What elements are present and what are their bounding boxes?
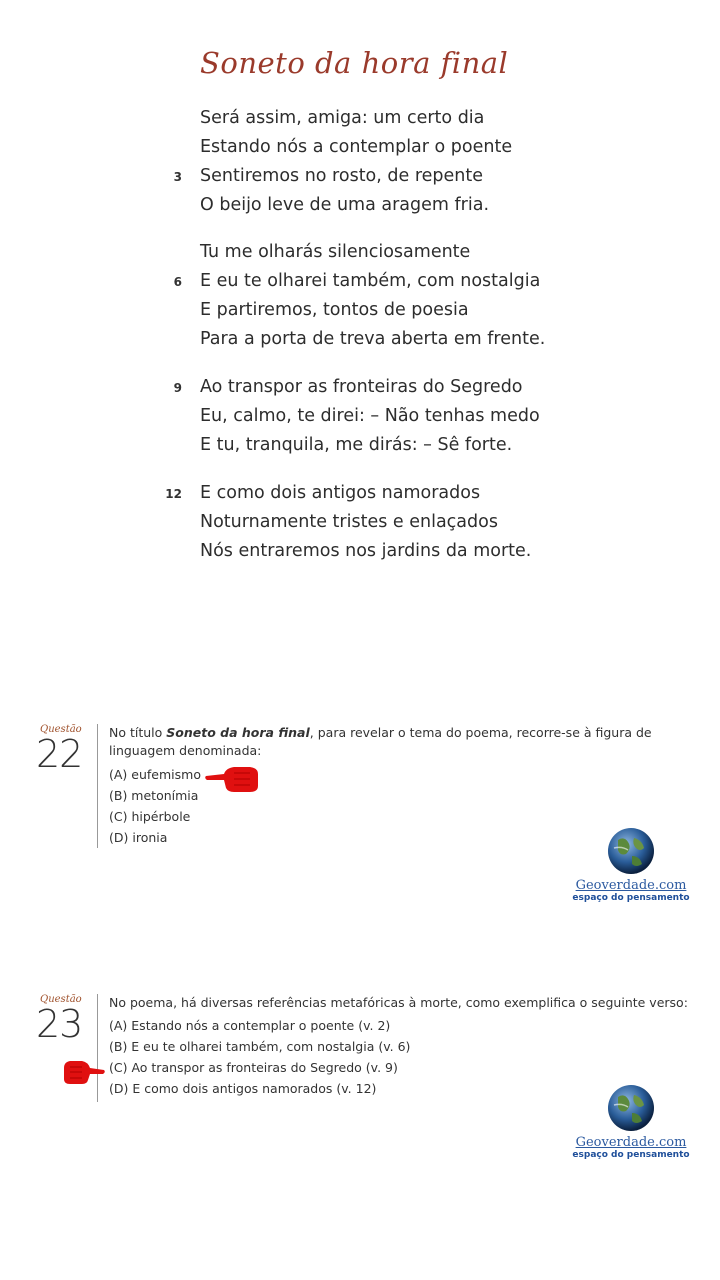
logo-tagline: espaço do pensamento <box>572 1150 690 1160</box>
verse-text: E tu, tranquila, me dirás: – Sê forte. <box>200 435 513 455</box>
stanza-3 <box>0 373 720 460</box>
verse-text: Será assim, amiga: um certo dia <box>200 108 485 128</box>
verse <box>0 267 720 296</box>
option-b[interactable]: (B) E eu te olharei também, com nostalgia (v. 6) <box>109 1039 411 1054</box>
verse-number: 9 <box>173 381 182 395</box>
verse <box>0 133 720 162</box>
verse <box>0 238 720 267</box>
logo-name[interactable]: Geoverdade.com <box>575 878 687 893</box>
verse-text: Noturnamente tristes e enlaçados <box>200 512 498 532</box>
question-divider <box>97 724 98 848</box>
verse-number: 6 <box>173 275 182 289</box>
question-number: 23 <box>36 1002 83 1046</box>
stanza-4 <box>0 479 720 566</box>
option-c[interactable]: (C) hipérbole <box>109 809 191 824</box>
verse-text: Para a porta de treva aberta em frente. <box>200 329 546 349</box>
verse <box>0 402 720 431</box>
verse-text: Sentiremos no rosto, de repente <box>200 166 483 186</box>
verse <box>0 479 720 508</box>
question-stem <box>109 724 709 760</box>
verse <box>0 296 720 325</box>
option-d[interactable]: (D) E como dois antigos namorados (v. 12) <box>109 1081 377 1096</box>
question-label: Questão <box>40 994 82 1005</box>
stanza-2 <box>0 238 720 354</box>
stem-text: No título <box>109 725 167 740</box>
verse <box>0 325 720 354</box>
verse <box>0 162 720 191</box>
verse-text: Ao transpor as fronteiras do Segredo <box>200 377 523 397</box>
poem-title: Soneto da hora final <box>200 46 509 80</box>
question-stem <box>109 994 709 1012</box>
verse <box>0 104 720 133</box>
stem-text: No poema, há diversas referências metafóricas à morte, como exemplifica o seguinte verso: <box>109 995 688 1010</box>
verse-number: 3 <box>173 170 182 184</box>
verse-text: O beijo leve de uma aragem fria. <box>200 195 490 215</box>
option-a[interactable]: (A) eufemismo <box>109 767 201 782</box>
verse-text: E partiremos, tontos de poesia <box>200 300 469 320</box>
verse <box>0 191 720 220</box>
option-a[interactable]: (A) Estando nós a contemplar o poente (v. 2) <box>109 1018 391 1033</box>
pointing-hand-right-icon <box>62 1058 106 1086</box>
stem-emphasis: Soneto da hora final <box>166 725 310 740</box>
question-label: Questão <box>40 724 82 735</box>
question-number: 22 <box>36 732 83 776</box>
logo-tagline: espaço do pensamento <box>572 893 690 903</box>
pointing-hand-left-icon <box>204 764 260 794</box>
verse-text: E como dois antigos namorados <box>200 483 481 503</box>
verse-text: Eu, calmo, te direi: – Não tenhas medo <box>200 406 540 426</box>
verse <box>0 508 720 537</box>
verse-text: Nós entraremos nos jardins da morte. <box>200 541 532 561</box>
verse <box>0 373 720 402</box>
stem-text: , para revelar o tema do poema, recorre-se à figura de linguagem denominada: <box>109 725 652 758</box>
geoverdade-logo <box>561 826 701 903</box>
option-c[interactable]: (C) Ao transpor as fronteiras do Segredo (v. 9) <box>109 1060 398 1075</box>
verse-text: Tu me olharás silenciosamente <box>200 242 471 262</box>
verse-number: 12 <box>165 487 182 501</box>
verse-text: E eu te olharei também, com nostalgia <box>200 271 541 291</box>
globe-icon <box>606 1083 656 1133</box>
logo-name[interactable]: Geoverdade.com <box>575 1135 687 1150</box>
stanza-1 <box>0 104 720 220</box>
verse-text: Estando nós a contemplar o poente <box>200 137 513 157</box>
verse <box>0 537 720 566</box>
option-d[interactable]: (D) ironia <box>109 830 168 845</box>
verse <box>0 431 720 460</box>
geoverdade-logo <box>561 1083 701 1160</box>
option-b[interactable]: (B) metonímia <box>109 788 199 803</box>
globe-icon <box>606 826 656 876</box>
